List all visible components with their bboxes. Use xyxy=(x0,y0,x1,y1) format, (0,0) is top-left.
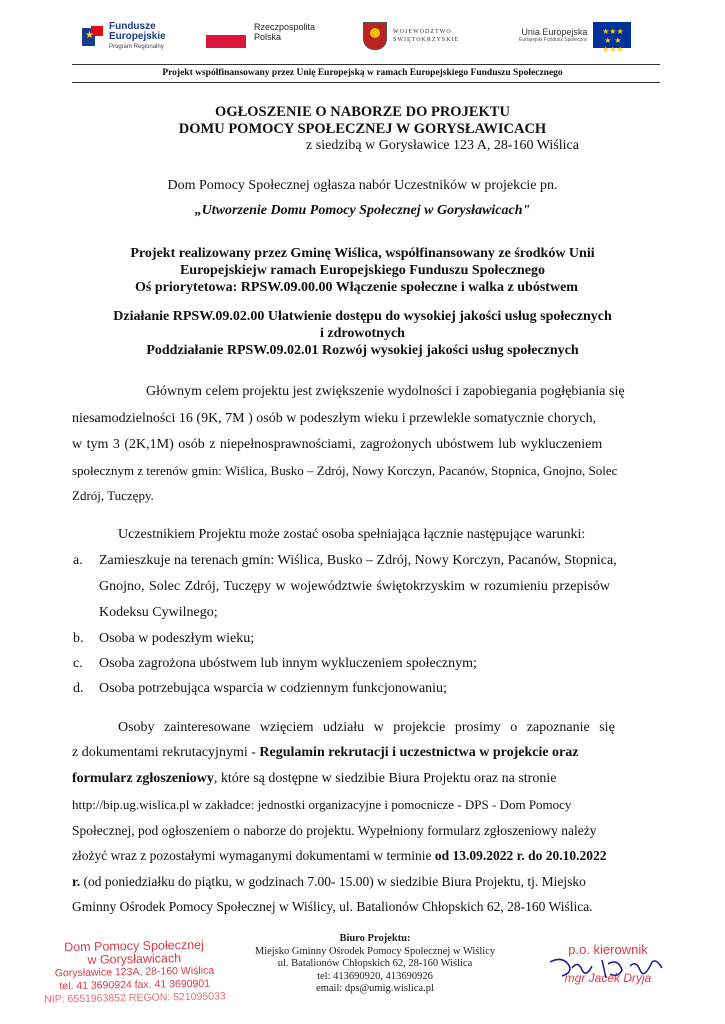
list-item-letter: b. xyxy=(73,631,84,646)
sk-logo-line2: ŚWIĘTOKRZYSKIE xyxy=(393,37,460,43)
eu-flag-icon: ★ ★ ★ ★ ★ ★ ★ ★ xyxy=(593,22,631,48)
office-line: Miejsko Gminny Ośrodek Pomocy Społecznej w Wiślicy xyxy=(254,945,496,957)
action-line1: Działanie RPSW.09.02.00 Ułatwienie dostępu do wysokiej jakości usług społecznych xyxy=(113,309,612,324)
goal-line: Głównym celem projektu jest zwiększenie wydolności i zapobiegania pogłębiania się xyxy=(146,384,625,399)
form-name: formularz zgłoszeniowy xyxy=(72,771,214,786)
list-item-letter: a. xyxy=(73,553,83,568)
project-line2: Europejskiejw ramach Europejskiego Funduszu Społecznego xyxy=(179,263,546,278)
closing-text: złożyć wraz z pozostałymi wymaganymi dokumentami w terminie xyxy=(72,848,435,863)
signature-name: mgr Jacek Dryja xyxy=(564,971,652,985)
action-line3: Poddziałanie RPSW.09.02.01 Rozwój wysokiej jakości usług społecznych xyxy=(146,343,579,358)
closing-line: Osoby zainteresowane wzięciem udziału w projekcie prosimy o zapoznanie się xyxy=(118,720,615,735)
stamp-line: Gorysławice 123A, 28-160 Wiślica xyxy=(54,964,215,980)
office-line: ul. Batalionów Chłopskich 62, 28-160 Wiślica xyxy=(277,958,473,969)
stamp-line: tel. 41 3690924 fax. 41 3690901 xyxy=(59,977,211,993)
goal-line: niesamodzielności 16 (9K, 7M ) osób w podeszłym wieku i przewlekle somatycznie chorych, xyxy=(72,411,597,426)
fe-star-icon: ★ xyxy=(82,26,104,48)
deadline-dates-end: r. xyxy=(72,874,81,889)
announcement-address: z siedzibą w Gorysławice 123 A, 28-160 Wiślica xyxy=(306,138,579,153)
fundusze-europejskie-logo xyxy=(82,22,166,52)
project-office-info xyxy=(200,933,550,996)
closing-line xyxy=(72,874,586,890)
list-item: Osoba w podeszłym wieku; xyxy=(99,631,255,646)
coat-of-arms-icon xyxy=(363,22,387,50)
fe-logo-line3: Program Regionalny xyxy=(109,44,164,50)
signature-role: p.o. kierownik xyxy=(568,942,648,957)
closing-line: http://bip.ug.wislica.pl w zakładce: jednostki organizacyjne i pomocnicze - DPS - Dom Pomocy xyxy=(72,797,572,812)
handwritten-signature xyxy=(542,954,672,984)
closing-line: Społecznej, pod ogłoszeniem o naborze do projektu. Wypełniony formularz zgłoszeniowy należy xyxy=(72,823,597,838)
unia-europejska-logo xyxy=(519,22,631,54)
list-item: Kodeksu Cywilnego; xyxy=(99,605,218,620)
ue-logo-line2: Europejski Fundusz Społeczny xyxy=(519,37,588,43)
fe-logo-line2: Europejskie xyxy=(109,31,166,42)
stamp-line: NIP: 6551963852 REGON: 521095033 xyxy=(44,990,226,1006)
list-item-letter: d. xyxy=(73,681,84,696)
office-line: tel: 413690920, 413690926 xyxy=(317,970,433,982)
goal-line: społecznym z terenów gmin: Wiślica, Busko – Zdrój, Nowy Korczyn, Pacanów, Stopnica, Gnojno, Solec xyxy=(72,463,618,478)
logo-bar xyxy=(0,22,725,62)
regulations-link-text: Regulamin rekrutacji i uczestnictwa w projekcie oraz xyxy=(259,745,579,760)
closing-line xyxy=(72,848,607,864)
header-rule-top xyxy=(72,64,660,65)
closing-text: z dokumentami rekrutacyjnymi - xyxy=(72,745,260,760)
closing-line xyxy=(72,771,556,787)
project-name: „Utworzenie Domu Pomocy Społecznej w Gorysławicach" xyxy=(194,203,531,218)
list-item: Gnojno, Solec Zdrój, Tuczępy w województwie świętokrzyskim w rozumieniu przepisów xyxy=(99,579,610,594)
list-item: Osoba potrzebująca wsparcia w codziennym funkcjonowaniu; xyxy=(99,681,447,696)
rzeczpospolita-polska-logo xyxy=(206,22,315,48)
rp-logo-line2: Polska xyxy=(254,32,282,42)
stamp-line: Dom Pomocy Społecznej xyxy=(64,937,204,955)
list-item: Zamieszkuje na terenach gmin: Wiślica, Busko – Zdrój, Nowy Korczyn, Pacanów, Stopnica, xyxy=(99,553,617,568)
deadline-dates: od 13.09.2022 r. do 20.10.2022 xyxy=(434,848,607,863)
rp-logo-line1: Rzeczpospolita xyxy=(254,22,316,32)
closing-text: (od poniedziałku do piątku, w godzinach 7.00- 15.00) w siedzibie Biura Projektu, tj. Miejsko xyxy=(80,874,586,889)
ue-logo-line1: Unia Europejska xyxy=(521,27,588,37)
conditions-intro: Uczestnikiem Projektu może zostać osoba spełniająca łącznie następujące warunki: xyxy=(118,527,586,542)
announcement-title-line1: OGŁOSZENIE O NABORZE DO PROJEKTU xyxy=(215,104,510,120)
sk-logo-line1: WOJEWÓDZTWO xyxy=(393,29,452,35)
action-line2: i zdrowotnych xyxy=(320,326,405,341)
closing-line xyxy=(72,745,578,761)
stamp-line: w Gorysławicach xyxy=(87,951,182,967)
announcement-title-line2: DOMU POMOCY SPOŁECZNEJ W GORYSŁAWICACH xyxy=(178,121,547,137)
office-title: Biuro Projektu: xyxy=(339,933,411,944)
fe-logo-line1: Fundusze xyxy=(109,21,156,32)
header-rule-bottom xyxy=(72,82,660,83)
swietokrzyskie-logo xyxy=(363,22,459,50)
closing-line: Gminny Ośrodek Pomocy Społecznej w Wiślicy, ul. Batalionów Chłopskich 62, 28-160 Wiślica. xyxy=(72,899,593,914)
goal-line: Zdrój, Tuczępy. xyxy=(72,488,154,503)
cofinancing-note: Projekt współfinansowany przez Unię Europejską w ramach Europejskiego Funduszu Społecznego xyxy=(162,68,563,78)
list-item-letter: c. xyxy=(73,656,83,671)
intro-line1: Dom Pomocy Społecznej ogłasza nabór Uczestników w projekcie pn. xyxy=(167,178,558,193)
list-item: Osoba zagrożona ubóstwem lub innym wykluczeniem społecznym; xyxy=(99,656,477,671)
project-line3: Oś priorytetowa: RPSW.09.00.00 Włączenie społeczne i walka z ubóstwem xyxy=(135,280,578,295)
project-line1: Projekt realizowany przez Gminę Wiślica, współfinansowany ze środków Unii xyxy=(130,246,595,261)
goal-line: w tym 3 (2K,1M) osób z niepełnosprawnościami, zagrożonych ubóstwem lub wykluczeniem xyxy=(72,437,603,452)
polish-flag-icon xyxy=(206,22,246,48)
office-email: email: dps@umig.wislica.pl xyxy=(316,983,434,994)
closing-text: , które są dostępne w siedzibie Biura Projektu oraz na stronie xyxy=(213,771,557,786)
signature-block xyxy=(528,942,688,985)
